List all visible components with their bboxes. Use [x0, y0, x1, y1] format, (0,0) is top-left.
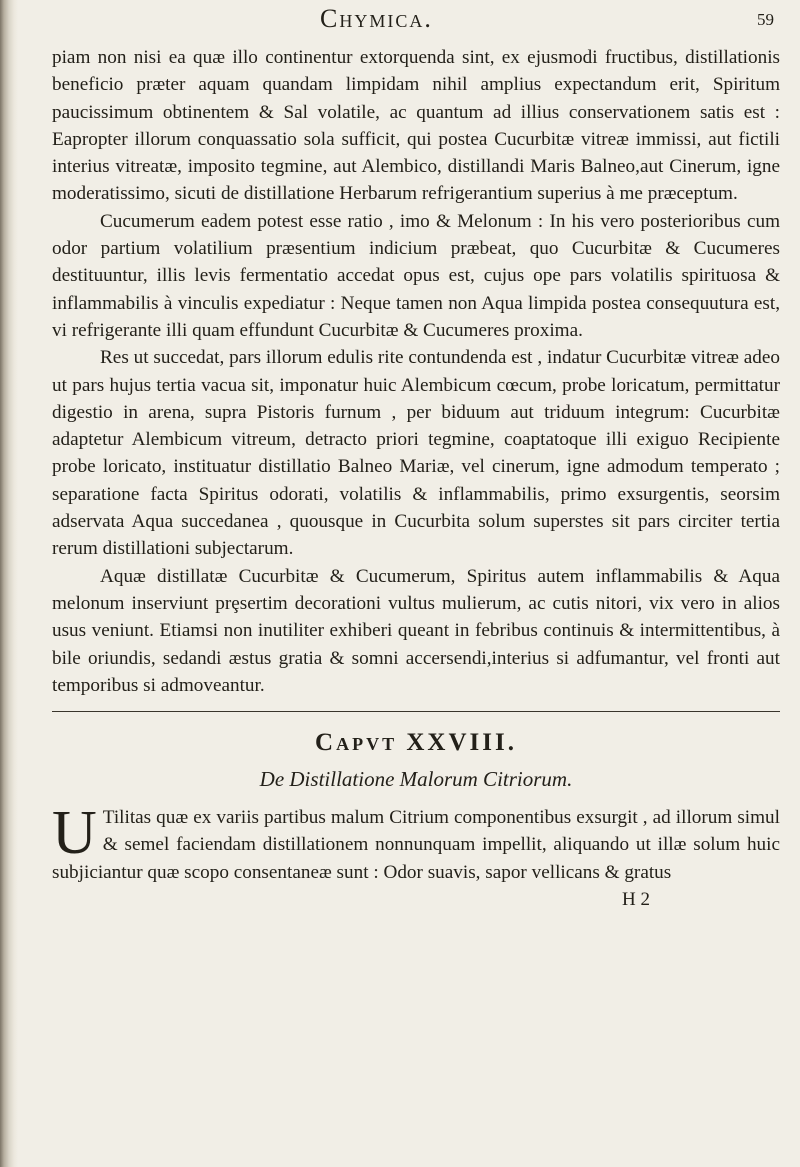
drop-capital: U: [52, 799, 97, 868]
page-number: 59: [757, 10, 774, 29]
book-binding-shadow: [0, 0, 18, 1167]
signature-mark: H 2: [622, 889, 650, 911]
paragraph-2: Cucumerum eadem potest esse ratio , imo & Melonum : In his vero posterioribus cum odor partium volatilium præsentium indicium præbeat, quo Cucurbitæ & Cucumeres destituuntur, illis levis fermentatio accedat opus est, cujus ope pars volatilis spirituosa & inflammabilis à vinculis expediatur : Neque tamen non Aqua limpida postea consequutura est, vi refrigerante illi quam effundunt Cucurbitæ & Cucumeres proxima.: [52, 210, 780, 341]
chapter-paragraph-text: Tilitas quæ ex variis partibus malum Citrium componentibus exsurgit , ad illorum simul & semel faciendam distillationem nonnunquam impellit, aliquando ut illæ solum huic subjiciantur quæ scopo consentaneæ sunt : Odor suavis, sapor vellicans & gratus: [52, 807, 780, 883]
section-divider: [52, 711, 780, 712]
running-head: [52, 0, 780, 44]
paragraph-3: Res ut succedat, pars illorum edulis rite contundenda est , indatur Cucurbitæ vitreæ adeo ut pars hujus tertia vacua sit, imponatur huic Alembicum cœcum, probe loricatum, permittatur digestio in arena, supra Pistoris furnum , per biduum aut triduum integrum: Cucurbitæ adaptetur Alembicum vitreum, detracto priori tegmine, coaptatoque illi exiguo Recipiente probe loricato, instituatur distillatio Balneo Mariæ, vel cinerum, igne admodum temperato ; separatione facta Spiritus odorati, volatilis & inflammabilis, primo exsurgentis, seorsim adservata Aqua succedanea , quousque in Cucurbita solum superstes sit pars circiter tertia rerum distillationi subjectarum.: [52, 347, 780, 560]
running-head-title: Chymica.: [320, 4, 433, 33]
chapter-title: De Distillatione Malorum Citriorum.: [259, 767, 573, 792]
book-page: [52, 0, 780, 912]
paragraph-1: piam non nisi ea quæ illo continentur extorquenda sint, ex ejusmodi fructibus, distillationis beneficio præter aquam quandam limpidam nihil amplius expectandum erit, Spiritum paucissimum obtinentem & Sal volatile, ac quantum ad illius conservationem satis est : Eapropter illorum conquassatio sola sufficit, qui postea Cucurbitæ vitreæ immissi, aut fictili interius vitreatæ, imposito tegmine, aut Alembico, distillandi Maris Balneo,aut Cinerum, igne moderatissimo, sicuti de distillatione Herbarum refrigerantium superius à me præceptum.: [52, 47, 780, 205]
main-text: [52, 44, 780, 912]
chapter-paragraph: [52, 799, 780, 886]
chapter-heading: Capvt XXVIII.: [315, 729, 517, 757]
paragraph-4: Aquæ distillatæ Cucurbitæ & Cucumerum, Spiritus autem inflammabilis & Aqua melonum inserviunt prȩsertim decorationi vultus mulierum, ac cutis nitori, vix vero in alios usus veniunt. Etiamsi non inutiliter exhiberi queant in febribus continuis & intermittentibus, à bile oriundis, sedandi æstus gratia & somni accersendi,interius si adfumantur, vel fronti aut temporibus si admoveantur.: [52, 565, 780, 696]
